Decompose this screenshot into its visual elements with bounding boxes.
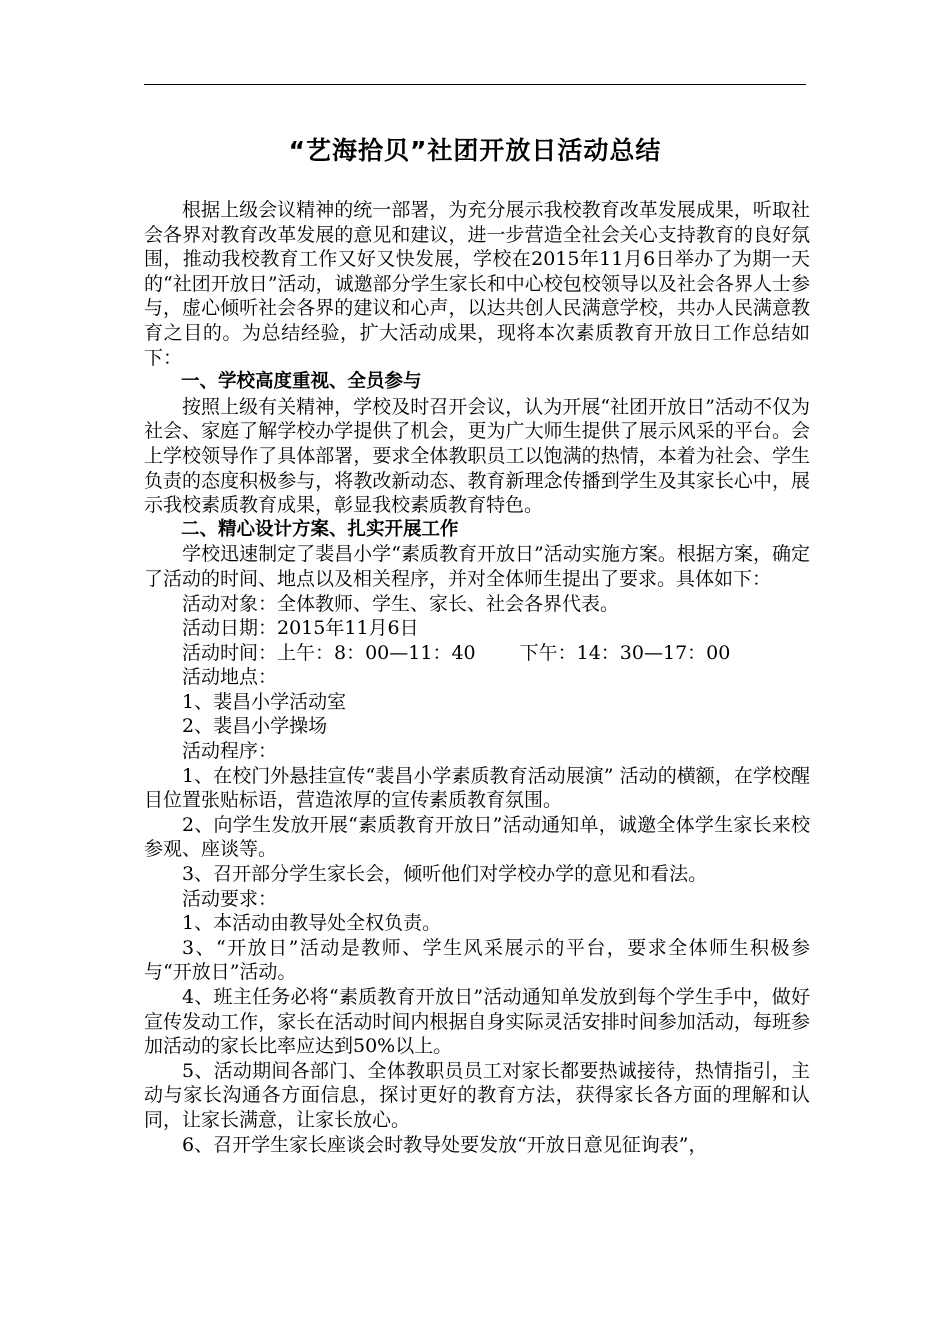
activity-requirement-6: 6、召开学生家长座谈会时教导处要发放“开放日意见征询表”， xyxy=(182,1133,708,1156)
activity-procedure-1: 1、在校门外悬挂宣传“裴昌小学素质教育活动展演” 活动的横额，在学校醒目位置张贴标语，营造浓厚的宣传素质教育氛围。 xyxy=(144,764,810,812)
activity-target: 活动对象：全体教师、学生、家长、社会各界代表。 xyxy=(182,592,620,615)
activity-requirement-3: 3、“开放日”活动是教师、学生风采展示的平台，要求全体师生积极参与“开放日”活动。 xyxy=(144,936,810,984)
activity-time-afternoon: 下午：14：30—17：00 xyxy=(519,641,731,664)
section2-heading: 二、精心设计方案、扎实开展工作 xyxy=(181,518,459,540)
activity-procedure-label: 活动程序： xyxy=(182,740,278,763)
section1-paragraph: 按照上级有关精神，学校及时召开会议，认为开展“社团开放日”活动不仅为社会、家庭了解学校办学提供了机会，更为广大师生提供了展示风采的平台。会上学校领导作了具体部署，要求全体教职员工以饱满的热情，本着为社会、学生负责的态度积极参与，将教改新动态、教育新理念传播到学生及其家长心中，展示我校素质教育成果，彰显我校素质教育特色。 xyxy=(144,395,810,517)
activity-location-2: 2、裴昌小学操场 xyxy=(182,715,328,738)
section2-paragraph: 学校迅速制定了裴昌小学“素质教育开放日”活动实施方案。根据方案，确定了活动的时间、地点以及相关程序，并对全体师生提出了要求。具体如下： xyxy=(144,543,810,590)
document-body xyxy=(144,198,810,1157)
header-rule xyxy=(144,84,806,85)
activity-time-morning: 活动时间：上午：8：00—11：40 xyxy=(182,641,476,664)
section1-heading: 一、学校高度重视、全员参与 xyxy=(181,371,422,393)
document-title: “艺海拾贝”社团开放日活动总结 xyxy=(288,136,662,165)
activity-procedure-2: 2、向学生发放开展“素质教育开放日”活动通知单，诚邀全体学生家长来校参观、座谈等。 xyxy=(144,813,810,861)
activity-location-1: 1、裴昌小学活动室 xyxy=(182,690,347,713)
activity-procedure-3: 3、召开部分学生家长会，倾听他们对学校办学的意见和看法。 xyxy=(182,863,708,886)
activity-date: 活动日期：2015年11月6日 xyxy=(182,617,419,640)
activity-requirement-label: 活动要求： xyxy=(182,887,278,910)
intro-paragraph: 根据上级会议精神的统一部署，为充分展示我校教育改革发展成果，听取社会各界对教育改革发展的意见和建议，进一步营造全社会关心支持教育的良好氛围，推动我校教育工作又好又快发展，学校在2015年11月6日举办了为期一天的“社团开放日”活动，诚邀部分学生家长和中心校包校领导以及社会各界人士参与，虚心倾听社会各界的建议和心声，以达共创人民满意学校，共办人民满意教育之目的。为总结经验，扩大活动成果，现将本次素质教育开放日工作总结如下： xyxy=(144,199,810,369)
activity-requirement-5: 5、活动期间各部门、全体教职员员工对家长都要热诚接待，热情指引，主动与家长沟通各方面信息，探讨更好的教育方法，获得家长各方面的理解和认同，让家长满意，让家长放心。 xyxy=(144,1059,810,1131)
activity-time xyxy=(144,641,810,666)
activity-location-label: 活动地点： xyxy=(182,666,278,689)
activity-requirement-1: 1、本活动由教导处全权负责。 xyxy=(182,912,442,935)
activity-requirement-4: 4、班主任务必将“素质教育开放日”活动通知单发放到每个学生手中，做好宣传发动工作，家长在活动时间内根据自身实际灵活安排时间参加活动，每班参加活动的家长比率应达到50%以上。 xyxy=(144,986,810,1058)
